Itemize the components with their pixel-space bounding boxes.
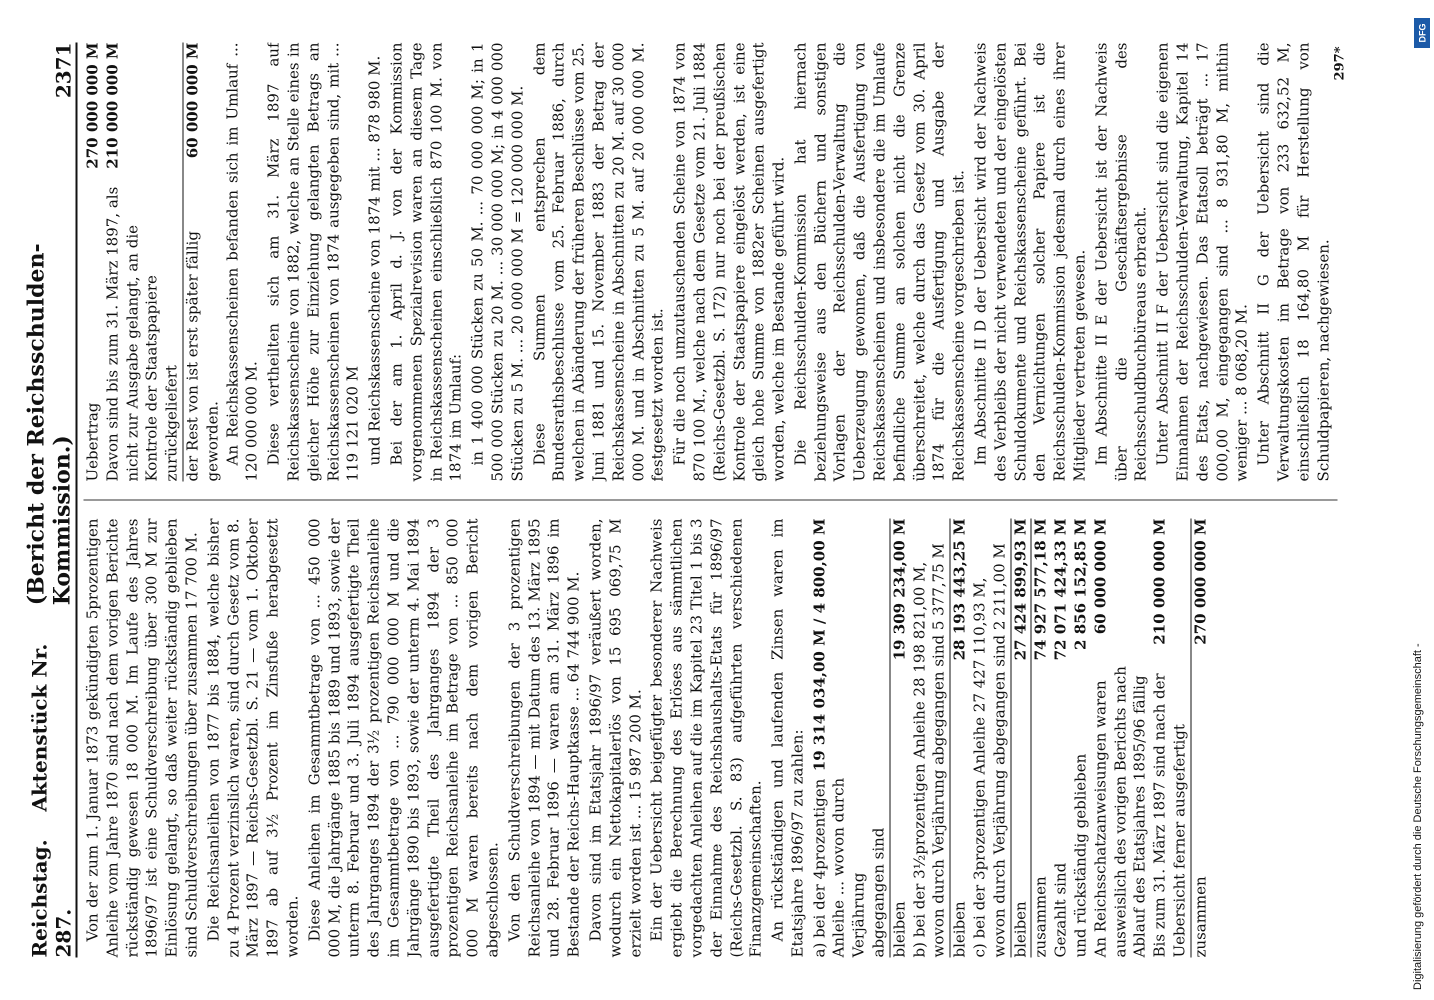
- text-paragraph: Diese Anleihen im Gesammtbetrage von ... 450 000 000 M, die Jahrgänge 1885 bis 1889 und 1893, sowie der unterm 8. Februar und 3. Juli 1894 ausgefertigte Theil des Jahrganges 1894 der 3½ prozentigen Reichsanleihe im Gesammtbetrage von ... 790 000 000 M und die Jahrgänge 1890 bis 1893, sowie der unterm 4. Mai 1894 ausgefertigte Theil des Jahrganges 1894 der 3 prozentigen Reichsanleihe im Betrage von ... 850 000 000 M waren bereits nach dem vorigen Bericht abgeschlossen.: [305, 518, 502, 958]
- text-paragraph: Ein der Uebersicht beigefügter besonderer Nachweis ergiebt die Berechnung des Erlöses aus sämmtlichen vorgedachten Anleihen auf die im Kapitel 23 Titel 1 bis 3 der Einnahme des Reichshaushalts-Etats für 1896/97 (Reichs-Gesetzbl. S. 83) aufgeführten verschiedenen Finanzgemeinschaften.: [647, 518, 765, 958]
- ledger-label: bleiben: [1011, 901, 1030, 958]
- ledger-label: An Reichsschatzanweisungen waren ausweislich des vorigen Berichts nach Ablauf des Etatsjahres 1895/96 fällig: [1091, 666, 1149, 958]
- text-paragraph: Davon sind im Etatsjahr 1896/97 veräußert worden, wodurch ein Nettokapitalerlös von 15 695 069,75 M erzielt worden ist ... 15 987 200 M.: [586, 518, 645, 958]
- ledger-label: Davon sind bis zum 31. März 1897, als nicht zur Ausgabe gelangt, an die Kontrole der Staatspapiere zurückgeliefert: [103, 186, 181, 482]
- ledger-amount: 210 000 000 M: [103, 42, 122, 169]
- ledger-label: a) bei der 4prozentigen Anleihe ... wovon durch Verjährung abgegangen sind: [810, 777, 888, 958]
- ledger-amount: 60 000 000 M: [183, 42, 202, 159]
- ledger-row: [1190, 519, 1211, 958]
- ledger-label: Uebertrag: [83, 402, 102, 482]
- text-paragraph: und Reichskassenscheine von 1874 mit ... 878 980 M.: [365, 55, 384, 466]
- ledger-row: [1091, 519, 1150, 958]
- ledger-amount: 19 314 034,00 M / 4 800,00 M: [810, 518, 829, 772]
- text-paragraph: Die Reichsanleihen von 1877 bis 1884, welche bisher zu 4 Prozent verzinslich waren, sind durch Gesetz vom 8. März 1897 — Reichs-Gesetzbl. S. 21 — vom 1. Oktober 1897 ab auf 3½ Prozent im Zinsfuße herabgesetzt worden.: [204, 518, 302, 958]
- ledger-row: [971, 519, 1011, 958]
- ledger-label: Gezahlt sind: [1051, 862, 1070, 958]
- ledger-row: [1010, 519, 1031, 958]
- ledger-row: [889, 519, 910, 958]
- ledger-amount: 27 424 899,93 M: [1011, 518, 1030, 661]
- text-paragraph: Im Abschnitte II D der Uebersicht wird der Nachweis des Verbleibs der nicht verwendeten und der eingelösten Schuldokumente und Reichskassenscheine geführt. Bei den Vernichtungen solcher Papiere ist die Reichsschulden-Kommission jedesmal durch eines ihrer Mitglieder vertreten gewesen.: [971, 42, 1089, 482]
- ledger-row: [84, 43, 104, 482]
- text-paragraph: Von der zum 1. Januar 1873 gekündigten 5prozentigen Anleihe vom Jahre 1870 sind nach dem vorigen Berichte rückständig gewesen 18 000 M. Im Laufe des Jahres 1896/97 ist eine Schuldverschreibung über 300 M zur Einlösung gelangt, so daß weiter rückständig geblieben sind Schuldverschreibungen über zusammen 17 700 M.: [83, 518, 201, 958]
- ledger-row: [1072, 519, 1092, 958]
- ledger-amount: 28 193 443,25 M: [950, 518, 969, 661]
- ledger-row: [103, 43, 182, 482]
- sheet-signature: 297*: [1332, 46, 1348, 81]
- ledger-row: [910, 519, 950, 958]
- ledger-label: zusammen: [1031, 876, 1050, 958]
- text-paragraph: Im Abschnitte II E der Uebersicht ist der Nachweis über die Geschäftsergebnisse des Reichsschuldbuchbüreaus erbracht.: [1092, 42, 1150, 482]
- ledger-row: [1052, 519, 1072, 958]
- ledger-row: [950, 519, 971, 958]
- ledger-amount: 2 856 152,85 M: [1071, 518, 1090, 650]
- text-paragraph: Die Reichsschulden-Kommission hat hiernach beziehungsweise aus den Büchern und sonstigen Vorlagen der Reichsschulden-Verwaltung die Ueberzeugung gewonnen, daß die Ausfertigung von Reichskassenscheinen und insbesondere die im Umlaufe befindliche Summe an solchen nicht die Grenze überschreitet, welche durch das Gesetz vom 30. April 1874 für die Ausfertigung und Ausgabe der Reichskassenscheine vorgeschrieben ist.: [791, 42, 968, 482]
- document-page: [23, 23, 1348, 978]
- text-paragraph: An rückständigen und laufenden Zinsen waren im Etatsjahre 1896/97 zu zahlen:: [768, 518, 807, 958]
- ledger-label: bleiben: [950, 901, 969, 958]
- ledger-row: [1151, 519, 1191, 958]
- header-document-number: Aktenstück Nr. 287.: [27, 643, 76, 958]
- ledger-label: und rückständig geblieben: [1071, 753, 1090, 958]
- ledger-label: zusammen: [1191, 876, 1210, 958]
- text-paragraph: Von den Schuldverschreibungen der 3 prozentigen Reichsanleihe von 1894 — mit Datum des 13. März 1895 und 28. Februar 1896 — waren am 31. März 1896 im Bestande der Reichs-Hauptkasse ... 64 744 900 M.: [505, 518, 583, 958]
- right-column: [84, 43, 1338, 482]
- header-left: [28, 605, 76, 957]
- text-columns: [84, 43, 1338, 958]
- text-paragraph: Diese Summen entsprechen dem Bundesrathsbeschlusse vom 25. Februar 1886, durch welchen in Abänderung der früheren Beschlüsse vom 25. Juni 1881 und 15. November 1883 der Betrag der Reichskassenscheine in Abschnitten zu 20 M. auf 30 000 000 M. und in Abschnitten zu 5 M. auf 20 000 000 M. festgesetzt worden ist.: [530, 42, 667, 482]
- column-divider: [84, 500, 1338, 501]
- ledger-amount: 72 071 424,33 M: [1051, 518, 1070, 661]
- ledger-amount: 270 000 000 M: [83, 42, 102, 169]
- ledger-amount: 19 309 234,00 M: [890, 518, 909, 661]
- text-paragraph: [1336, 43, 1338, 482]
- ledger-label: bleiben: [890, 901, 909, 958]
- text-paragraph: in 1 400 000 Stücken zu 50 M. ... 70 000 000 M; in 1 500 000 Stücken zu 20 M. ... 30 000 000 M; in 4 000 000 Stücken zu 5 M. ... 20 000 000 M = 120 000 000 M.: [468, 42, 527, 482]
- text-paragraph: Bei der am 1. April d. J. von der Kommission vorgenommenen Spezialrevision waren an diesem Tage in Reichskassenscheinen einschließlich 870 100 M. von 1874 im Umlauf:: [387, 42, 465, 482]
- text-paragraph: Diese vertheilten sich am 31. März 1897 auf Reichskassenscheine von 1882, welche an Stelle eines in gleicher Höhe zur Einziehung gelangten Betrags an Reichskassenscheinen von 1874 ausgegeben sind, mit ... 119 121 020 M: [264, 42, 362, 482]
- ledger-row: [810, 519, 889, 958]
- page-header: [23, 42, 78, 958]
- text-paragraph: Für die noch umzutauschenden Scheine von 1874 von 870 100 M., welche nach dem Gesetze vom 21. Juli 1884 (Reichs-Gesetzbl. S. 172) nur noch bei der preußischen Kontrole der Staatspapiere eingelöst werden, ist eine gleich hohe Summe von 1882er Scheinen ausgefertigt worden, welche im Bestande geführt wird.: [670, 42, 788, 482]
- page-number: 2371: [51, 42, 76, 99]
- ledger-row: [1031, 519, 1052, 958]
- ledger-row: [182, 43, 223, 482]
- header-title: (Bericht der Reichsschulden-Kommission.): [23, 243, 76, 606]
- ledger-amount: 74 927 577,18 M: [1031, 518, 1050, 661]
- ledger-amount: 60 000 000 M: [1091, 518, 1110, 635]
- ledger-label: Bis zum 31. März 1897 sind nach der Uebersicht ferner ausgefertigt: [1150, 673, 1189, 958]
- left-column: [84, 519, 1338, 958]
- text-paragraph: Unter Abschnitt II F der Uebersicht sind die eigenen Einnahmen der Reichsschulden-Verwaltung, Kapitel 14 des Etats, nachgewiesen. Das Etatsoll beträgt ... 17 000,00 M, eingegangen sind ... 8 931,80 M, mithin weniger ... 8 068,20 M.: [1153, 42, 1251, 482]
- dfg-logo: DFG: [1414, 18, 1430, 48]
- header-reichstag: Reichstag.: [27, 839, 52, 958]
- ledger-label: b) bei der 3½prozentigen Anleihe 28 198 821,00 M, wovon durch Verjährung abgegangen sind 5 377,75 M: [910, 543, 948, 958]
- ledger-label: der Rest von ist erst später fällig geworden.: [183, 231, 222, 482]
- ledger-amount: 270 000 000 M: [1191, 518, 1210, 645]
- ledger-label: c) bei der 3prozentigen Anleihe 27 427 110,93 M, wovon durch Verjährung abgegangen sind 2 211,00 M: [970, 543, 1009, 958]
- text-paragraph: An Reichskassenscheinen befanden sich im Umlauf ... 120 000 000 M.: [223, 42, 261, 482]
- ledger-amount: 210 000 000 M: [1150, 518, 1169, 645]
- digitization-note: Digitalisierung gefördert durch die Deutsche Forschungsgemeinschaft -: [1412, 643, 1424, 990]
- text-paragraph: Unter Abschnitt II G der Uebersicht sind die Verwaltungskosten im Betrage von 233 632,52 M, einschließlich 18 164,80 M für Herstellung von Schuldpapieren, nachgewiesen.: [1254, 42, 1333, 482]
- digitization-sidebar: [1412, 10, 1432, 990]
